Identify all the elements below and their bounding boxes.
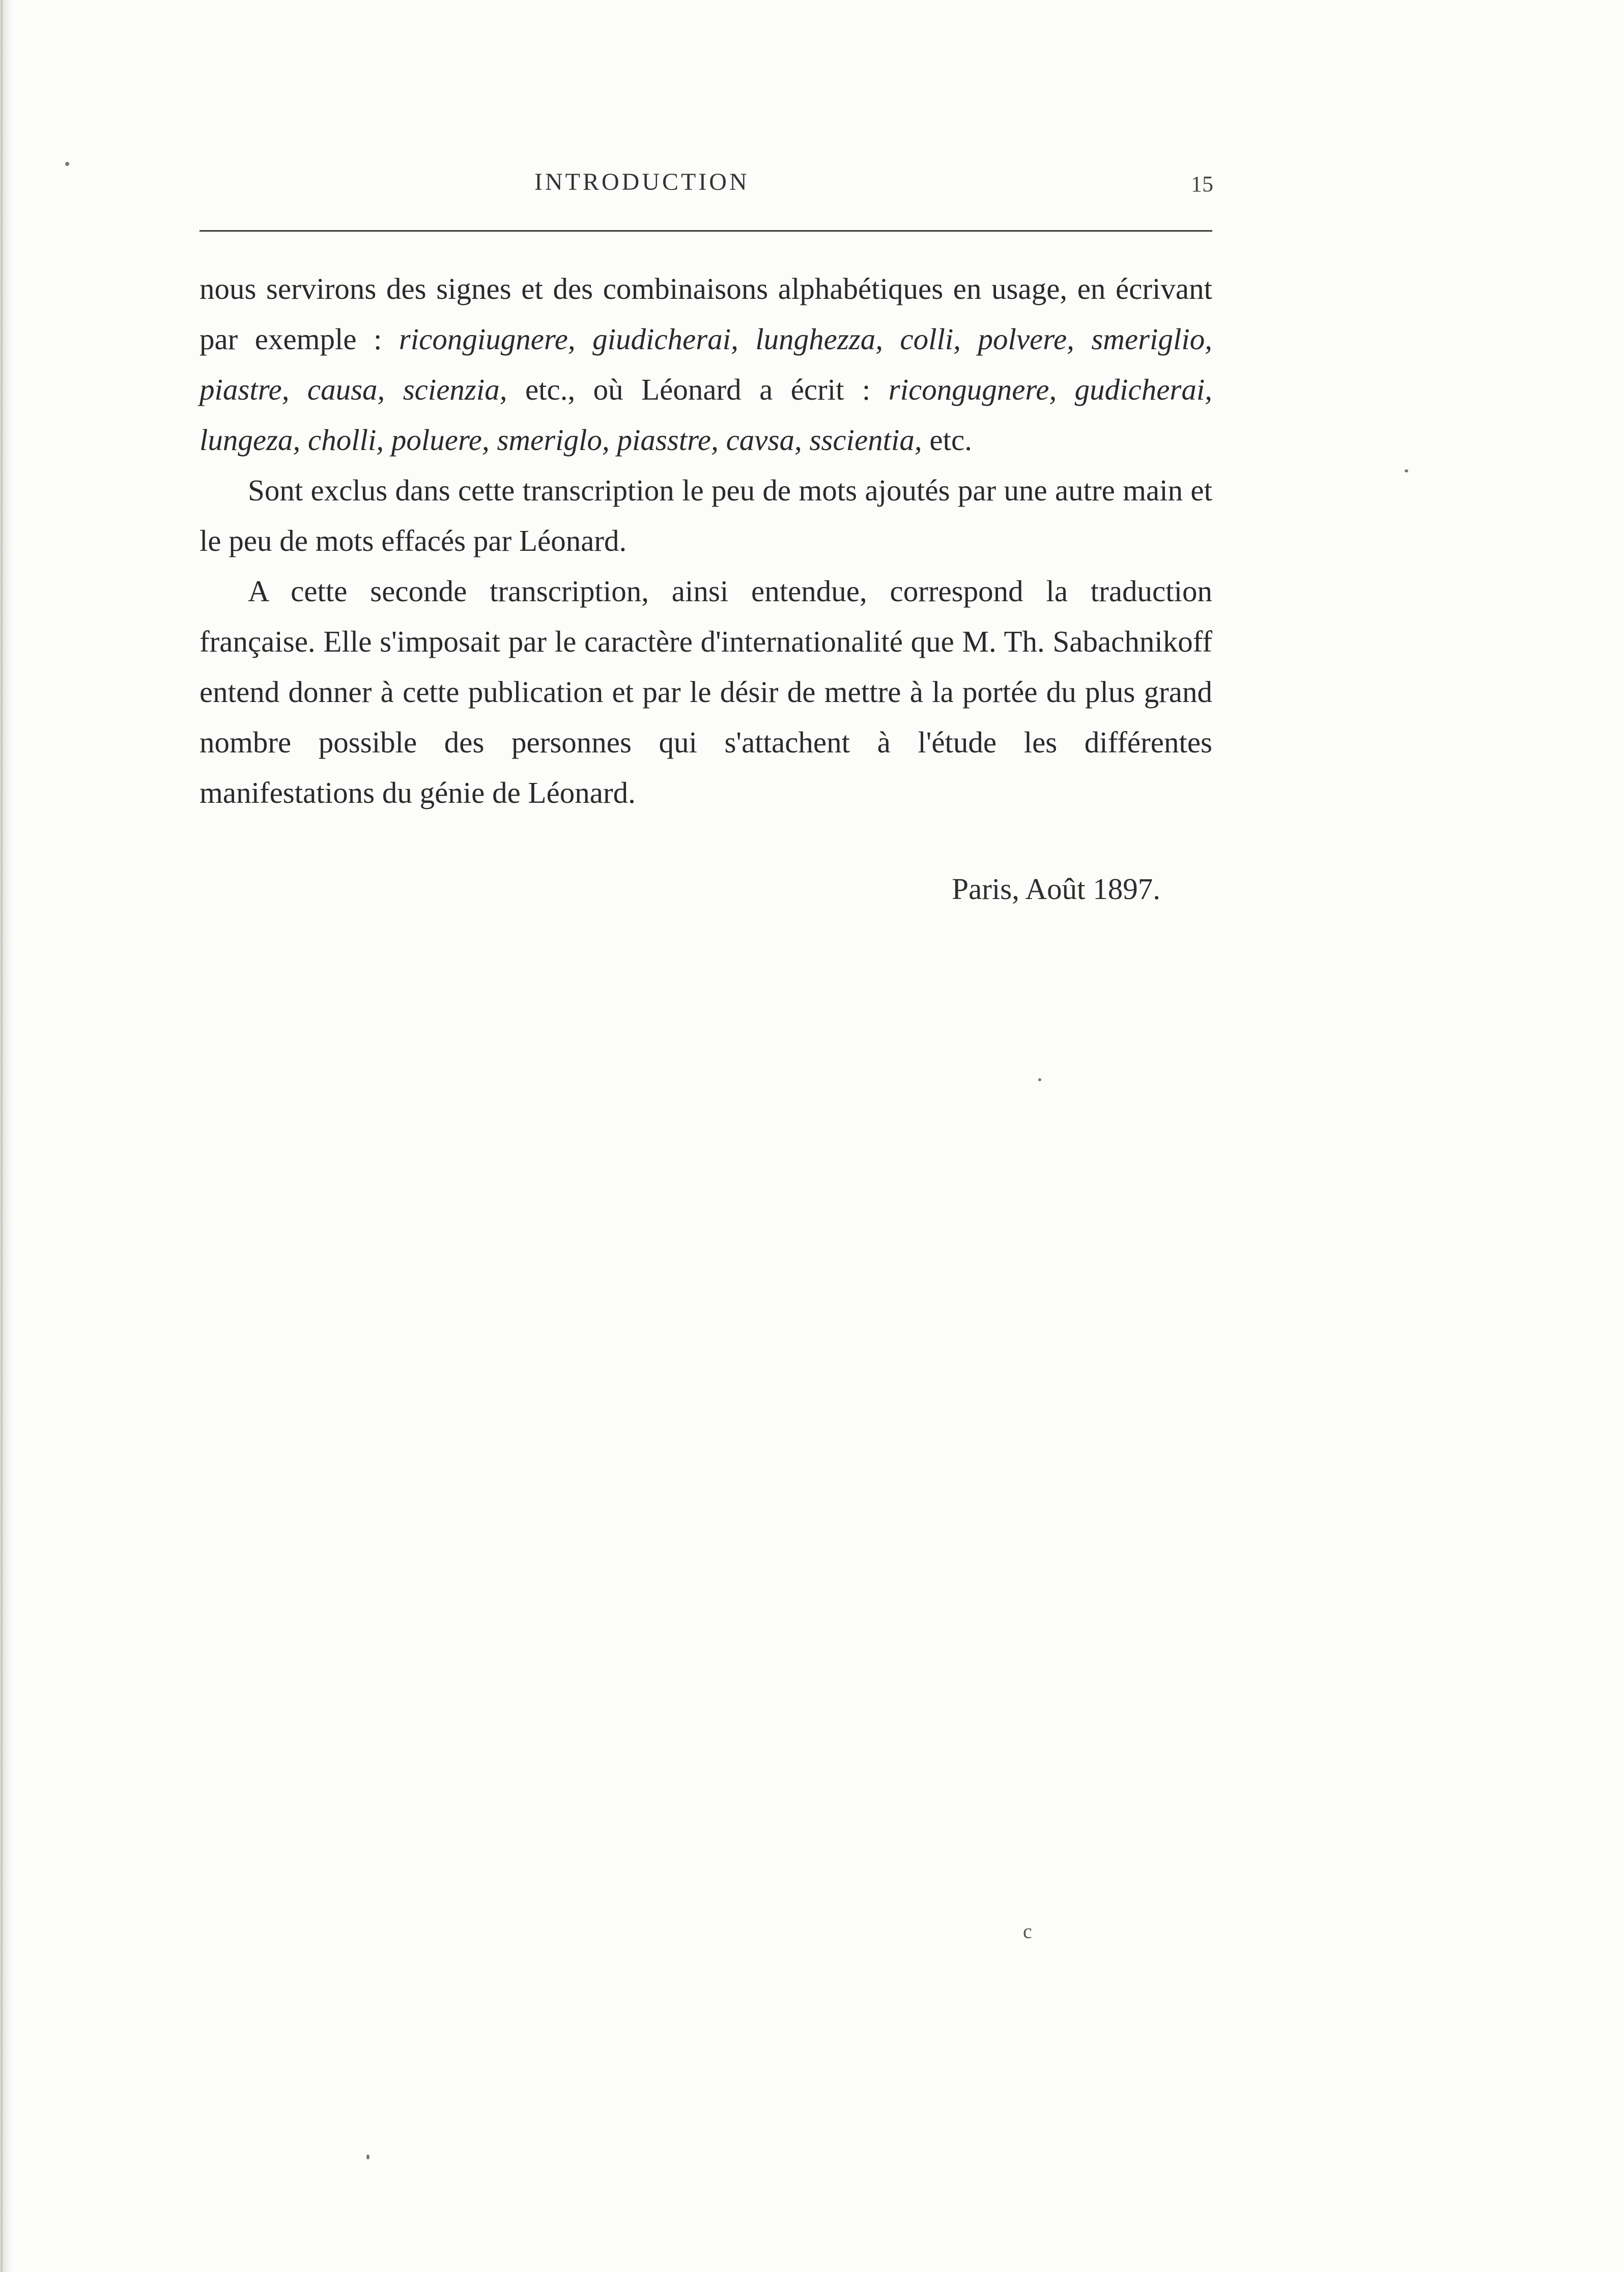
scan-speck — [366, 2154, 369, 2159]
signature-mark: c — [1023, 1920, 1032, 1943]
paragraph-3-segment-1: A cette seconde transcription, ainsi entendue, correspond la traduction française. Elle s'imposait par le caractère d'internationalité que M. Th. Sabachnikoff entend donner à cette publication et par le désir de mettre à la portée du plus grand nombre possible des personnes qui s'attachent à l'étude les différentes manifestations du génie de Léonard. — [200, 574, 1212, 809]
running-title: INTRODUCTION — [534, 169, 750, 195]
dateline: Paris, Août 1897. — [952, 872, 1160, 906]
binding-line — [1, 0, 3, 2272]
paragraph-2 — [200, 465, 1212, 566]
paragraph-1-segment-4: ricongugnere, gudicherai, lungeza, cholli, poluere, smeriglo, piasstre, cavsa, sscientia, — [200, 373, 1212, 457]
paragraph-1-segment-1: nous servirons des signes et des combinaisons alphabétiques en usage, en écrivant par exemple : — [200, 272, 1212, 356]
scan-speck — [65, 162, 69, 166]
paragraph-1 — [200, 264, 1212, 465]
paragraph-1-segment-2: ricongiugnere, giudicherai, lunghezza, colli, polvere, smeriglio, piastre, causa, scienzia, — [200, 322, 1212, 406]
body-text — [200, 264, 1212, 818]
page-number: 15 — [1191, 172, 1213, 197]
paragraph-1-segment-5: etc. — [922, 423, 972, 457]
scan-speck — [1038, 1078, 1041, 1081]
scan-speck — [1405, 469, 1408, 472]
paragraph-2-segment-1: Sont exclus dans cette transcription le peu de mots ajoutés par une autre main et le peu de mots effacés par Léonard. — [200, 473, 1212, 557]
paragraph-3 — [200, 566, 1212, 818]
header-rule — [200, 230, 1212, 232]
paragraph-1-segment-3: etc., où Léonard a écrit : — [507, 373, 889, 406]
